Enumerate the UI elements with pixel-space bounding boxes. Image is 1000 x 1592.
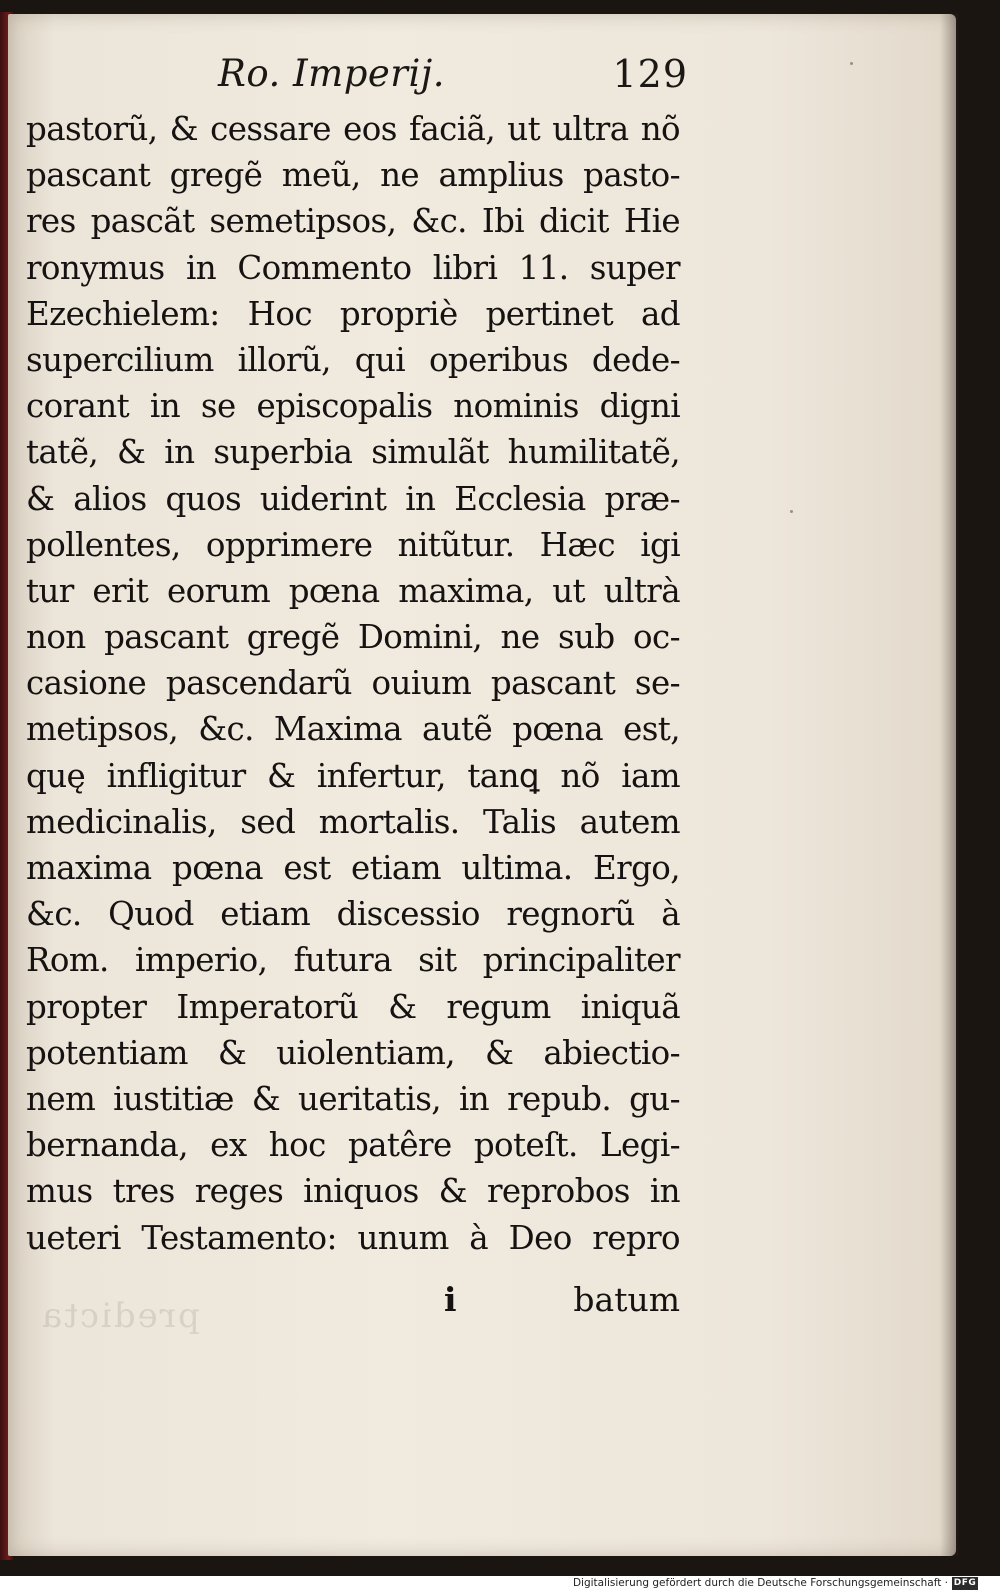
text-line: pascant gregẽ meũ, ne amplius pasto-: [26, 156, 680, 195]
text-line: & alios quos uiderint in Ecclesia præ-: [26, 479, 680, 518]
text-line: supercilium illorũ, qui operibus dede-: [26, 340, 680, 379]
text-line: propter Imperatorũ & regum iniquã: [26, 987, 680, 1026]
text-line: Rom. imperio, futura sit principaliter: [26, 941, 680, 980]
text-line: metipsos, &c. Maxima autẽ pœna est,: [26, 710, 680, 749]
text-line: quę infligitur & infertur, tanꝗ nõ iam: [26, 756, 680, 795]
text-line: corant in se episcopalis nominis digni: [26, 387, 680, 426]
body-text: [26, 106, 680, 1261]
text-line: casione pascendarũ ouium pascant se-: [26, 664, 680, 703]
text-line: non pascant gregẽ Domini, ne sub oc-: [26, 618, 680, 657]
credit-bar: [0, 1576, 1000, 1592]
text-line: pastorũ, & cessare eos faciã, ut ultra nõ: [26, 110, 680, 148]
dfg-logo: DFG: [953, 1578, 977, 1588]
catchword: batum: [573, 1280, 680, 1319]
paper-speck: [850, 62, 853, 65]
page-edge-shadow: [940, 14, 958, 1556]
text-line: ronymus in Commento libri 11. super: [26, 248, 680, 287]
text-line: Ezechielem: Hoc propriè pertinet ad: [26, 294, 680, 333]
bleed-through-text: predicta: [40, 1296, 200, 1336]
text-line: mus tres reges iniquos & reprobos in: [26, 1172, 680, 1211]
text-line: ueteri Testamento: unum à Deo repro: [26, 1218, 680, 1257]
paper-speck: [790, 510, 793, 513]
credit-text: Digitalisierung gefördert durch die Deutsche Forschungsgemeinschaft ·: [572, 1577, 948, 1589]
text-line: medicinalis, sed mortalis. Talis autem: [26, 802, 680, 841]
page-number: 129: [612, 52, 688, 96]
text-line: potentiam & uiolentiam, & abiectio-: [26, 1033, 680, 1072]
text-line: &c. Quod etiam discessio regnorũ à: [26, 895, 680, 934]
page-footer: [26, 1280, 680, 1326]
text-line: tur erit eorum pœna maxima, ut ultrà: [26, 571, 680, 610]
running-title: Ro. Imperij.: [218, 52, 446, 95]
text-line: res pascãt semetipsos, &c. Ibi dicit Hie: [26, 202, 680, 241]
text-line: pollentes, opprimere nitũtur. Hæc igi: [26, 525, 680, 564]
text-line: tatẽ, & in superbia simulãt humilitatẽ,: [26, 433, 680, 472]
text-line: maxima pœna est etiam ultima. Ergo,: [26, 849, 680, 887]
text-line: bernanda, ex hoc patêre poteſt. Legi-: [26, 1126, 680, 1165]
signature-mark: i: [444, 1280, 457, 1319]
text-line: nem iustitiæ & ueritatis, in repub. gu-: [26, 1079, 680, 1118]
page-header: [28, 52, 688, 106]
